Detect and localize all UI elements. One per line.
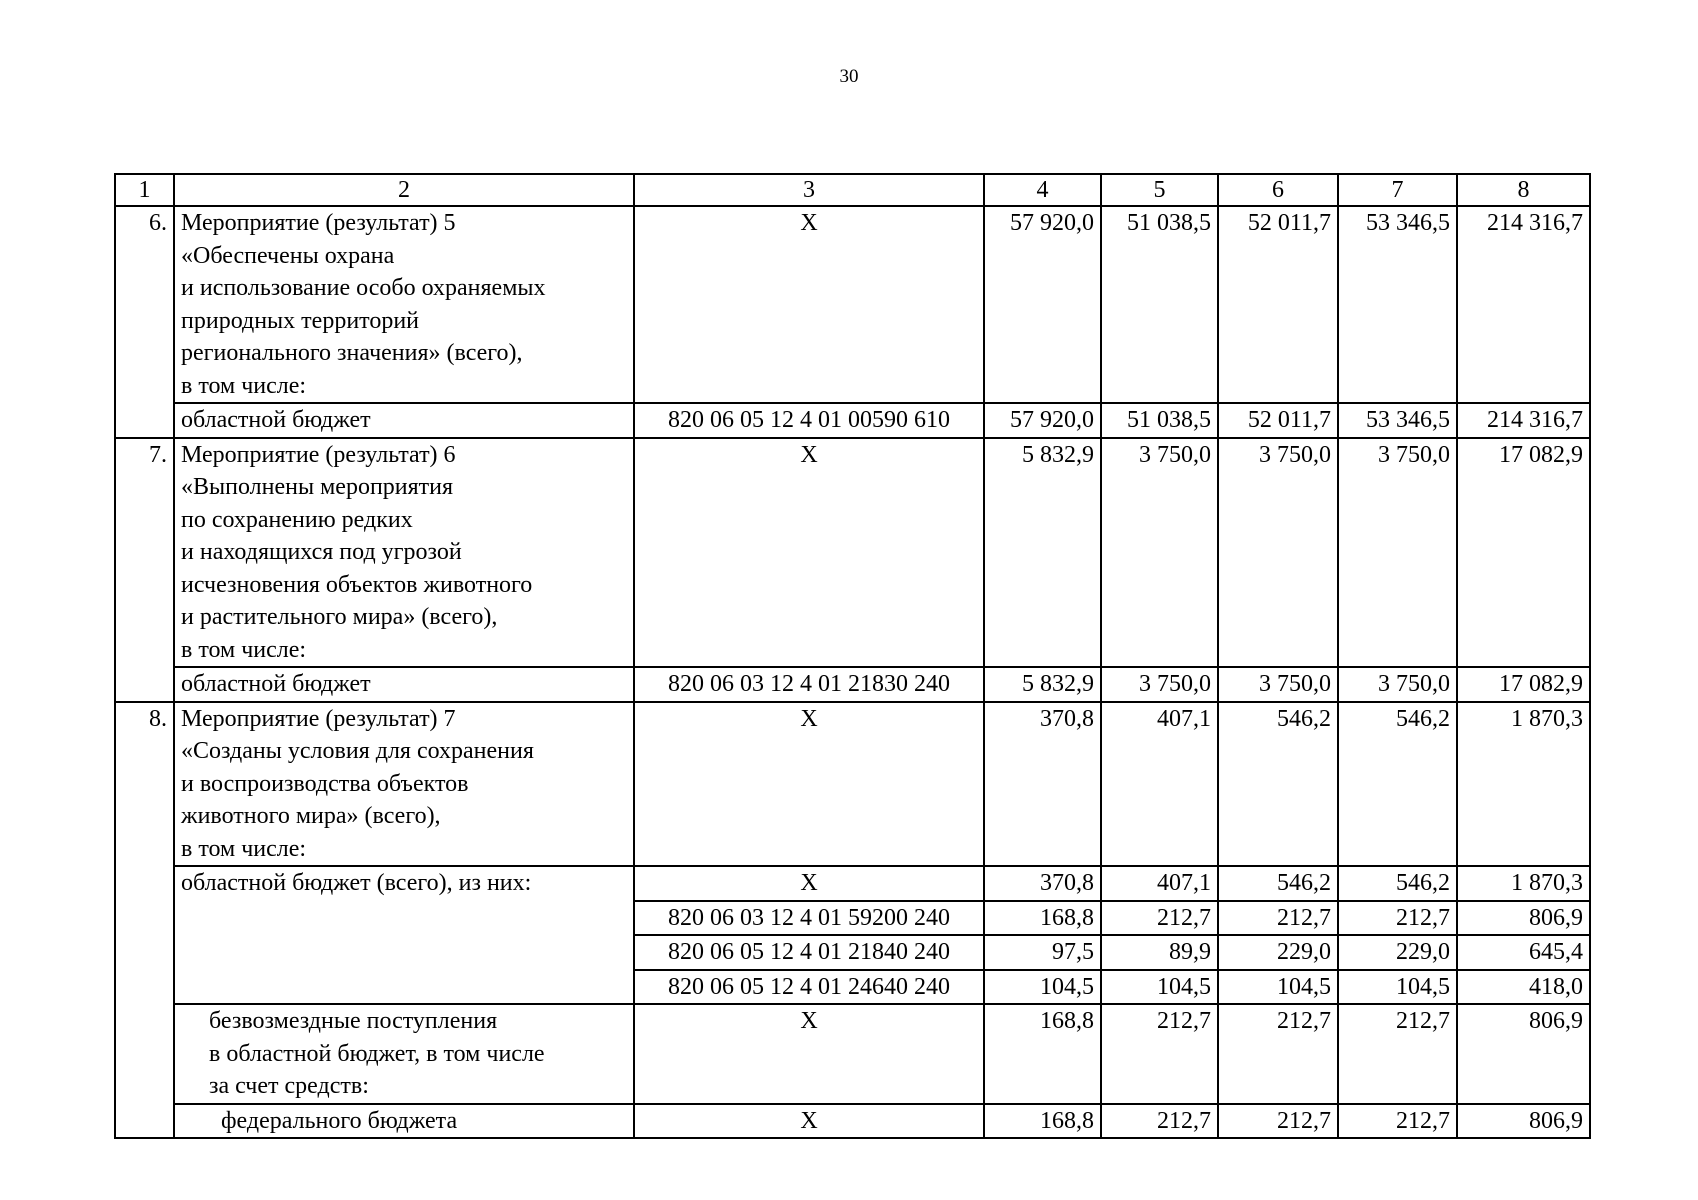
column-header: 1: [115, 174, 174, 206]
value-cell: 5 832,9: [984, 667, 1101, 702]
budget-code: X: [634, 206, 984, 403]
funding-source-label: безвозмездные поступления в областной бюджет, в том числе за счет средств:: [174, 1004, 634, 1104]
value-cell: 3 750,0: [1101, 438, 1218, 668]
value-cell: 214 316,7: [1457, 403, 1590, 438]
value-cell: 212,7: [1338, 1104, 1457, 1139]
value-cell: 97,5: [984, 935, 1101, 970]
funding-source-label: областной бюджет: [174, 667, 634, 702]
value-cell: 229,0: [1218, 935, 1338, 970]
column-header: 4: [984, 174, 1101, 206]
budget-code: 820 06 03 12 4 01 59200 240: [634, 901, 984, 936]
value-cell: 3 750,0: [1218, 438, 1338, 668]
budget-code: 820 06 03 12 4 01 21830 240: [634, 667, 984, 702]
value-cell: 546,2: [1218, 702, 1338, 867]
column-number-header: [115, 174, 1590, 206]
value-cell: 212,7: [1218, 1104, 1338, 1139]
value-cell: 52 011,7: [1218, 206, 1338, 403]
row-number: 7.: [115, 438, 174, 702]
value-cell: 17 082,9: [1457, 438, 1590, 668]
row-number: 8.: [115, 702, 174, 1139]
column-header: 3: [634, 174, 984, 206]
value-cell: 212,7: [1338, 901, 1457, 936]
budget-table: [114, 173, 1591, 1139]
value-cell: 17 082,9: [1457, 667, 1590, 702]
value-cell: 104,5: [1338, 970, 1457, 1005]
value-cell: 168,8: [984, 1104, 1101, 1139]
value-cell: 212,7: [1101, 1004, 1218, 1104]
value-cell: 5 832,9: [984, 438, 1101, 668]
activity-description: Мероприятие (результат) 5 «Обеспечены охрана и использование особо охраняемых природных территорий регионального значения» (всего), в том числе:: [174, 206, 634, 403]
value-cell: 370,8: [984, 702, 1101, 867]
value-cell: 104,5: [1218, 970, 1338, 1005]
value-cell: 89,9: [1101, 935, 1218, 970]
value-cell: 168,8: [984, 901, 1101, 936]
table-row: [115, 438, 1590, 668]
table-row: [115, 702, 1590, 867]
table-row: [115, 403, 1590, 438]
value-cell: 104,5: [1101, 970, 1218, 1005]
funding-source-label: областной бюджет (всего), из них:: [174, 866, 634, 1004]
value-cell: 546,2: [1338, 702, 1457, 867]
value-cell: 645,4: [1457, 935, 1590, 970]
table-row: [115, 1104, 1590, 1139]
value-cell: 370,8: [984, 866, 1101, 901]
table-row: [115, 206, 1590, 403]
value-cell: 806,9: [1457, 901, 1590, 936]
value-cell: 57 920,0: [984, 403, 1101, 438]
value-cell: 51 038,5: [1101, 206, 1218, 403]
value-cell: 104,5: [984, 970, 1101, 1005]
value-cell: 212,7: [1101, 901, 1218, 936]
value-cell: 407,1: [1101, 866, 1218, 901]
column-header: 8: [1457, 174, 1590, 206]
row-number: 6.: [115, 206, 174, 438]
budget-code: X: [634, 1104, 984, 1139]
value-cell: 806,9: [1457, 1004, 1590, 1104]
budget-code: X: [634, 438, 984, 668]
value-cell: 51 038,5: [1101, 403, 1218, 438]
column-header: 2: [174, 174, 634, 206]
activity-description: Мероприятие (результат) 6 «Выполнены мероприятия по сохранению редких и находящихся под угрозой исчезновения объектов животного и растительного мира» (всего), в том числе:: [174, 438, 634, 668]
column-header: 7: [1338, 174, 1457, 206]
value-cell: 418,0: [1457, 970, 1590, 1005]
budget-code: X: [634, 866, 984, 901]
value-cell: 53 346,5: [1338, 206, 1457, 403]
value-cell: 52 011,7: [1218, 403, 1338, 438]
table-row: [115, 667, 1590, 702]
value-cell: 546,2: [1218, 866, 1338, 901]
value-cell: 546,2: [1338, 866, 1457, 901]
value-cell: 229,0: [1338, 935, 1457, 970]
value-cell: 212,7: [1218, 1004, 1338, 1104]
value-cell: 407,1: [1101, 702, 1218, 867]
activity-description: Мероприятие (результат) 7 «Созданы условия для сохранения и воспроизводства объектов животного мира» (всего), в том числе:: [174, 702, 634, 867]
column-header: 5: [1101, 174, 1218, 206]
value-cell: 168,8: [984, 1004, 1101, 1104]
value-cell: 1 870,3: [1457, 702, 1590, 867]
table-row: [115, 866, 1590, 901]
value-cell: 3 750,0: [1101, 667, 1218, 702]
value-cell: 212,7: [1338, 1004, 1457, 1104]
table-row: [115, 1004, 1590, 1104]
funding-source-label: федерального бюджета: [174, 1104, 634, 1139]
value-cell: 57 920,0: [984, 206, 1101, 403]
budget-code: 820 06 05 12 4 01 24640 240: [634, 970, 984, 1005]
value-cell: 214 316,7: [1457, 206, 1590, 403]
value-cell: 806,9: [1457, 1104, 1590, 1139]
value-cell: 3 750,0: [1338, 667, 1457, 702]
value-cell: 53 346,5: [1338, 403, 1457, 438]
column-header: 6: [1218, 174, 1338, 206]
value-cell: 3 750,0: [1338, 438, 1457, 668]
value-cell: 212,7: [1101, 1104, 1218, 1139]
budget-code: X: [634, 702, 984, 867]
value-cell: 1 870,3: [1457, 866, 1590, 901]
value-cell: 212,7: [1218, 901, 1338, 936]
budget-code: 820 06 05 12 4 01 21840 240: [634, 935, 984, 970]
budget-code: X: [634, 1004, 984, 1104]
budget-code: 820 06 05 12 4 01 00590 610: [634, 403, 984, 438]
page-number: 30: [839, 66, 859, 87]
funding-source-label: областной бюджет: [174, 403, 634, 438]
value-cell: 3 750,0: [1218, 667, 1338, 702]
